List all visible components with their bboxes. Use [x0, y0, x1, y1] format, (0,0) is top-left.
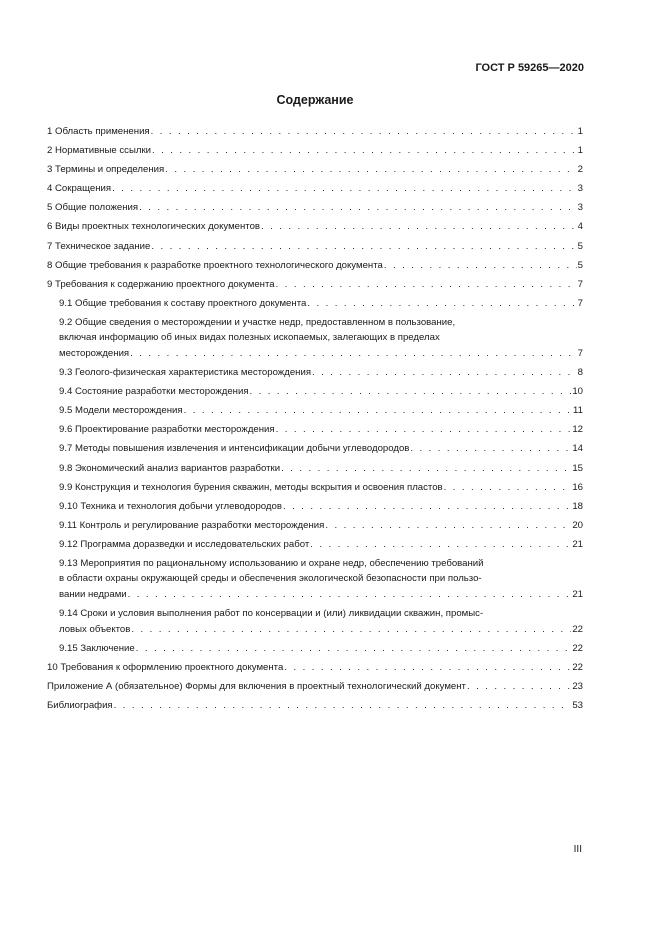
- toc-entry[interactable]: [47, 537, 583, 553]
- toc-entry[interactable]: [47, 258, 583, 274]
- toc-entry-title: 8 Общие требования к разработке проектного технологического документа: [47, 259, 383, 271]
- leader-dots: [131, 622, 571, 638]
- toc-entry[interactable]: [47, 296, 583, 312]
- leader-dots: [384, 258, 577, 274]
- toc-entry[interactable]: [47, 679, 583, 695]
- toc-entry[interactable]: [47, 556, 583, 603]
- toc-entry-page: 20: [572, 519, 583, 531]
- leader-dots: [283, 499, 571, 515]
- leader-dots: [310, 537, 571, 553]
- leader-dots: [130, 346, 577, 362]
- toc-entry-title: 9.5 Модели месторождения: [59, 405, 183, 417]
- toc-entry-page: 15: [572, 462, 583, 474]
- toc-entry[interactable]: [47, 239, 583, 255]
- table-of-contents: [47, 124, 583, 717]
- toc-entry-page: 14: [572, 443, 583, 455]
- toc-entry-title: 9.12 Программа доразведки и исследовательских работ: [59, 538, 310, 550]
- toc-entry-page: 18: [572, 500, 583, 512]
- toc-entry-title: 6 Виды проектных технологических документов: [47, 221, 261, 233]
- leader-dots: [444, 480, 572, 496]
- leader-dots: [114, 698, 572, 714]
- toc-entry-page: 10: [572, 386, 583, 398]
- leader-dots: [467, 679, 571, 695]
- toc-entry-line: 9.14 Сроки и условия выполнения работ по консервации и (или) ликвидации скважин, промыс-: [59, 608, 484, 620]
- toc-entry[interactable]: [47, 660, 583, 676]
- toc-entry-page: 7: [577, 347, 583, 359]
- toc-entry[interactable]: [47, 422, 583, 438]
- toc-entry-page: 1: [577, 145, 583, 157]
- toc-entry-line: включая информацию об иных видах полезных ископаемых, залегающих в пределах: [59, 332, 440, 344]
- toc-entry-page: 8: [577, 367, 583, 379]
- toc-entry[interactable]: [47, 403, 583, 419]
- toc-entry-title: ловых объектов: [59, 623, 131, 635]
- toc-entry-title: 9.9 Конструкция и технология бурения скважин, методы вскрытия и освоения пластов: [59, 481, 443, 493]
- toc-entry-page: 4: [577, 221, 583, 233]
- toc-entry-title: 4 Сокращения: [47, 183, 112, 195]
- toc-entry-page: 53: [572, 699, 583, 711]
- toc-entry[interactable]: [47, 461, 583, 477]
- toc-entry-page: 5: [577, 259, 583, 271]
- toc-entry[interactable]: [47, 200, 583, 216]
- leader-dots: [307, 296, 576, 312]
- toc-entry-title: 10 Требования к оформлению проектного документа: [47, 661, 284, 673]
- toc-entry-page: 3: [577, 202, 583, 214]
- toc-entry-title: 3 Термины и определения: [47, 164, 165, 176]
- toc-entry-page: 23: [572, 680, 583, 692]
- toc-entry[interactable]: [47, 143, 583, 159]
- leader-dots: [139, 200, 577, 216]
- toc-entry-title: 9.3 Геолого-физическая характеристика месторождения: [59, 367, 312, 379]
- leader-dots: [112, 181, 577, 197]
- toc-entry-line: в области охраны окружающей среды и обеспечения экологической безопасности при пользо-: [59, 573, 482, 585]
- toc-entry[interactable]: [47, 518, 583, 534]
- leader-dots: [165, 162, 576, 178]
- toc-entry-title: 7 Техническое задание: [47, 240, 151, 252]
- toc-entry-title: 5 Общие положения: [47, 202, 139, 214]
- toc-entry-title: Приложение А (обязательное) Формы для включения в проектный технологический документ: [47, 680, 466, 692]
- toc-entry[interactable]: [47, 277, 583, 293]
- toc-entry-line: 9.13 Мероприятия по рациональному использованию и охране недр, обеспечению требований: [59, 557, 484, 569]
- toc-entry-page: 11: [573, 405, 583, 417]
- toc-entry-title: 9.4 Состояние разработки месторождения: [59, 386, 249, 398]
- toc-entry-title: 9.1 Общие требования к составу проектного документа: [59, 297, 307, 309]
- toc-entry-page: 2: [577, 164, 583, 176]
- toc-entry-line: 9.2 Общие сведения о месторождении и участке недр, предоставленном в пользование,: [59, 316, 456, 328]
- toc-entry-page: 22: [572, 623, 583, 635]
- toc-entry-title: 9.15 Заключение: [59, 642, 135, 654]
- toc-entry-page: 21: [572, 588, 583, 600]
- toc-entry[interactable]: [47, 219, 583, 235]
- toc-entry-title: 1 Область применения: [47, 126, 150, 137]
- leader-dots: [151, 124, 577, 140]
- toc-entry-title: 9.7 Методы повышения извлечения и интенсификации добычи углеводородов: [59, 443, 410, 455]
- leader-dots: [152, 143, 577, 159]
- toc-entry-page: 21: [572, 538, 583, 550]
- toc-entry[interactable]: [47, 641, 583, 657]
- leader-dots: [325, 518, 571, 534]
- toc-entry[interactable]: [47, 606, 583, 637]
- leader-dots: [276, 277, 577, 293]
- toc-entry[interactable]: [47, 162, 583, 178]
- leader-dots: [276, 422, 572, 438]
- toc-entry-page: 1: [577, 126, 583, 137]
- toc-entry-page: 22: [572, 661, 583, 673]
- leader-dots: [261, 219, 577, 235]
- toc-entry-page: 5: [577, 240, 583, 252]
- toc-entry[interactable]: [47, 124, 583, 140]
- toc-entry-page: 22: [572, 642, 583, 654]
- toc-entry-title: Библиография: [47, 699, 113, 711]
- leader-dots: [184, 403, 572, 419]
- toc-entry-title: 9.11 Контроль и регулирование разработки месторождения: [59, 519, 325, 531]
- leader-dots: [250, 384, 572, 400]
- toc-entry-page: 3: [577, 183, 583, 195]
- leader-dots: [151, 239, 576, 255]
- toc-entry-title: 9.8 Экономический анализ вариантов разработки: [59, 462, 281, 474]
- leader-dots: [136, 641, 572, 657]
- leader-dots: [128, 587, 572, 603]
- toc-entry-title: 9.10 Техника и технология добычи углеводородов: [59, 500, 282, 512]
- page-title: Содержание: [276, 93, 354, 107]
- toc-entry-page: 12: [572, 424, 583, 436]
- toc-entry-title: вании недрами: [59, 588, 127, 600]
- toc-entry[interactable]: [47, 698, 583, 714]
- toc-entry[interactable]: [47, 384, 583, 400]
- toc-entry-title: 9.6 Проектирование разработки месторождения: [59, 424, 275, 436]
- leader-dots: [410, 441, 571, 457]
- toc-entry[interactable]: [47, 315, 583, 362]
- toc-entry-page: 16: [572, 481, 583, 493]
- toc-entry-title: 9 Требования к содержанию проектного документа: [47, 278, 275, 290]
- toc-entry[interactable]: [47, 181, 583, 197]
- toc-entry[interactable]: [47, 441, 583, 457]
- page-number: III: [573, 844, 582, 855]
- toc-entry[interactable]: [47, 365, 583, 381]
- leader-dots: [284, 660, 571, 676]
- toc-entry-page: 7: [577, 278, 583, 290]
- toc-entry-title: месторождения: [59, 347, 130, 359]
- toc-entry-title: 2 Нормативные ссылки: [47, 145, 152, 157]
- toc-entry-page: 7: [577, 297, 583, 309]
- leader-dots: [312, 365, 577, 381]
- standard-code: ГОСТ Р 59265—2020: [475, 62, 584, 74]
- leader-dots: [281, 461, 571, 477]
- toc-entry[interactable]: [47, 499, 583, 515]
- toc-entry[interactable]: [47, 480, 583, 496]
